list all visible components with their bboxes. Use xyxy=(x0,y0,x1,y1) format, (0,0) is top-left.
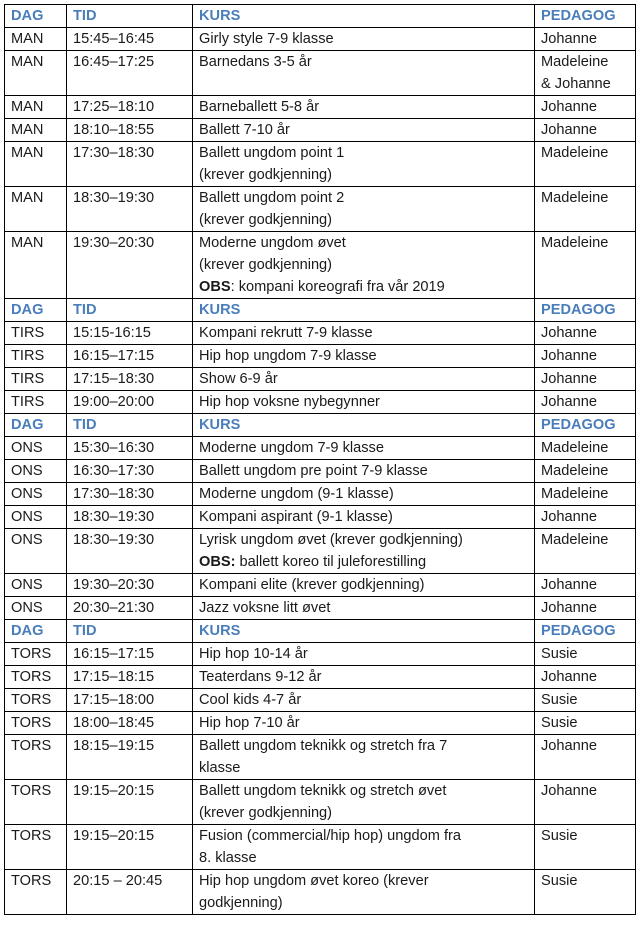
header-tid: TID xyxy=(67,299,193,322)
time-cell: 18:10–18:55 xyxy=(67,119,193,142)
day-cell: TORS xyxy=(5,825,67,870)
course-line: Kompani elite (krever godkjenning) xyxy=(199,577,425,593)
time-cell: 15:45–16:45 xyxy=(67,28,193,51)
course-line: Ballett ungdom teknikk og stretch fra 7 xyxy=(199,738,448,754)
header-kurs: KURS xyxy=(193,414,535,437)
teacher-cell xyxy=(535,483,636,506)
course-line: Hip hop ungdom øvet koreo (krever xyxy=(199,873,429,889)
time-cell: 18:30–19:30 xyxy=(67,506,193,529)
course-line: Kompani aspirant (9-1 klasse) xyxy=(199,509,393,525)
teacher-cell xyxy=(535,597,636,620)
day-cell: MAN xyxy=(5,28,67,51)
course-cell xyxy=(193,119,535,142)
course-cell xyxy=(193,142,535,187)
course-cell xyxy=(193,391,535,414)
teacher-cell xyxy=(535,712,636,735)
time-cell: 20:15 – 20:45 xyxy=(67,870,193,915)
teacher-line: Madeleine xyxy=(541,54,609,70)
teacher-line: Johanne xyxy=(541,669,597,685)
teacher-cell xyxy=(535,689,636,712)
table-row xyxy=(5,643,636,666)
day-cell: ONS xyxy=(5,506,67,529)
teacher-cell xyxy=(535,119,636,142)
day-cell: TORS xyxy=(5,689,67,712)
course-cell xyxy=(193,437,535,460)
course-cell xyxy=(193,529,535,574)
course-line: klasse xyxy=(199,760,241,776)
obs-note xyxy=(199,551,528,573)
header-dag: DAG xyxy=(5,620,67,643)
header-tid: TID xyxy=(67,620,193,643)
time-cell: 18:30–19:30 xyxy=(67,529,193,574)
teacher-cell xyxy=(535,780,636,825)
course-cell xyxy=(193,597,535,620)
course-line: Ballett ungdom pre point 7-9 klasse xyxy=(199,463,428,479)
teacher-line: Susie xyxy=(541,828,578,844)
course-cell xyxy=(193,460,535,483)
table-row xyxy=(5,666,636,689)
teacher-cell xyxy=(535,825,636,870)
course-line: Ballett ungdom teknikk og stretch øvet xyxy=(199,783,447,799)
day-cell: MAN xyxy=(5,119,67,142)
table-row xyxy=(5,825,636,870)
teacher-cell xyxy=(535,322,636,345)
day-cell: TIRS xyxy=(5,345,67,368)
header-kurs: KURS xyxy=(193,299,535,322)
course-line: Moderne ungdom (9-1 klasse) xyxy=(199,486,394,502)
time-cell: 18:15–19:15 xyxy=(67,735,193,780)
time-cell: 17:15–18:00 xyxy=(67,689,193,712)
time-cell: 17:30–18:30 xyxy=(67,142,193,187)
header-dag: DAG xyxy=(5,5,67,28)
schedule-table xyxy=(4,4,636,915)
time-cell: 16:30–17:30 xyxy=(67,460,193,483)
course-cell xyxy=(193,322,535,345)
day-cell: MAN xyxy=(5,187,67,232)
day-cell: MAN xyxy=(5,96,67,119)
day-cell: TORS xyxy=(5,735,67,780)
time-cell: 15:30–16:30 xyxy=(67,437,193,460)
day-cell: TORS xyxy=(5,712,67,735)
teacher-cell xyxy=(535,232,636,299)
teacher-line: Johanne xyxy=(541,99,597,115)
table-row xyxy=(5,142,636,187)
course-cell xyxy=(193,28,535,51)
day-cell: TORS xyxy=(5,780,67,825)
teacher-line: Susie xyxy=(541,692,578,708)
obs-text: : kompani koreografi fra vår 2019 xyxy=(230,279,445,295)
time-cell: 17:15–18:15 xyxy=(67,666,193,689)
day-cell: MAN xyxy=(5,51,67,96)
day-cell: TIRS xyxy=(5,368,67,391)
header-dag: DAG xyxy=(5,299,67,322)
teacher-line: Madeleine xyxy=(541,145,609,161)
obs-label: OBS: xyxy=(199,554,236,570)
teacher-line: Johanne xyxy=(541,325,597,341)
time-cell: 19:30–20:30 xyxy=(67,232,193,299)
table-row xyxy=(5,689,636,712)
course-line: Teaterdans 9-12 år xyxy=(199,669,322,685)
teacher-line: Johanne xyxy=(541,577,597,593)
teacher-line: Madeleine xyxy=(541,235,609,251)
teacher-cell xyxy=(535,506,636,529)
day-cell: TIRS xyxy=(5,391,67,414)
course-cell xyxy=(193,574,535,597)
course-cell xyxy=(193,96,535,119)
teacher-cell xyxy=(535,870,636,915)
time-cell: 16:15–17:15 xyxy=(67,643,193,666)
teacher-line: Susie xyxy=(541,715,578,731)
course-cell xyxy=(193,187,535,232)
day-cell: ONS xyxy=(5,460,67,483)
teacher-cell xyxy=(535,574,636,597)
table-row xyxy=(5,391,636,414)
teacher-cell xyxy=(535,368,636,391)
course-line: Hip hop 10-14 år xyxy=(199,646,308,662)
teacher-cell xyxy=(535,96,636,119)
time-cell: 17:15–18:30 xyxy=(67,368,193,391)
header-row xyxy=(5,620,636,643)
day-cell: TORS xyxy=(5,643,67,666)
table-row xyxy=(5,506,636,529)
table-row xyxy=(5,529,636,574)
teacher-cell xyxy=(535,142,636,187)
course-line: (krever godkjenning) xyxy=(199,212,333,228)
day-cell: TORS xyxy=(5,666,67,689)
day-cell: ONS xyxy=(5,437,67,460)
table-row xyxy=(5,119,636,142)
course-cell xyxy=(193,643,535,666)
teacher-line: Johanne xyxy=(541,509,597,525)
course-cell xyxy=(193,825,535,870)
teacher-cell xyxy=(535,643,636,666)
day-cell: ONS xyxy=(5,483,67,506)
header-row xyxy=(5,414,636,437)
time-cell: 19:00–20:00 xyxy=(67,391,193,414)
course-line: Ballett ungdom point 2 xyxy=(199,190,345,206)
time-cell: 17:30–18:30 xyxy=(67,483,193,506)
teacher-line: Johanne xyxy=(541,31,597,47)
course-cell xyxy=(193,51,535,96)
course-line: Jazz voksne litt øvet xyxy=(199,600,331,616)
table-row xyxy=(5,870,636,915)
teacher-line: Madeleine xyxy=(541,532,609,548)
course-line: (krever godkjenning) xyxy=(199,805,333,821)
teacher-cell xyxy=(535,187,636,232)
time-cell: 18:30–19:30 xyxy=(67,187,193,232)
table-row xyxy=(5,712,636,735)
course-line: Moderne ungdom 7-9 klasse xyxy=(199,440,384,456)
table-row xyxy=(5,483,636,506)
table-row xyxy=(5,780,636,825)
course-cell xyxy=(193,666,535,689)
course-cell xyxy=(193,345,535,368)
day-cell: MAN xyxy=(5,142,67,187)
day-cell: ONS xyxy=(5,529,67,574)
header-kurs: KURS xyxy=(193,5,535,28)
teacher-line: Johanne xyxy=(541,394,597,410)
course-cell xyxy=(193,780,535,825)
day-cell: TORS xyxy=(5,870,67,915)
course-cell xyxy=(193,483,535,506)
teacher-line: Madeleine xyxy=(541,486,609,502)
course-line: Hip hop 7-10 år xyxy=(199,715,300,731)
teacher-line: Madeleine xyxy=(541,190,609,206)
time-cell: 19:15–20:15 xyxy=(67,780,193,825)
course-line: (krever godkjenning) xyxy=(199,167,333,183)
teacher-line: Johanne xyxy=(541,371,597,387)
course-line: Kompani rekrutt 7-9 klasse xyxy=(199,325,373,341)
table-row xyxy=(5,574,636,597)
teacher-line: Johanne xyxy=(541,738,597,754)
obs-label: OBS xyxy=(199,279,231,295)
time-cell: 19:30–20:30 xyxy=(67,574,193,597)
course-cell xyxy=(193,735,535,780)
header-row xyxy=(5,299,636,322)
teacher-cell xyxy=(535,437,636,460)
header-tid: TID xyxy=(67,414,193,437)
teacher-line: Johanne xyxy=(541,600,597,616)
table-row xyxy=(5,345,636,368)
course-line: Ballett 7-10 år xyxy=(199,122,290,138)
teacher-cell xyxy=(535,529,636,574)
day-cell: TIRS xyxy=(5,322,67,345)
table-row xyxy=(5,187,636,232)
day-cell: ONS xyxy=(5,574,67,597)
course-cell xyxy=(193,870,535,915)
header-kurs: KURS xyxy=(193,620,535,643)
course-cell xyxy=(193,506,535,529)
table-row xyxy=(5,96,636,119)
course-line: Fusion (commercial/hip hop) ungdom fra xyxy=(199,828,461,844)
table-row xyxy=(5,368,636,391)
teacher-cell xyxy=(535,666,636,689)
course-line: Moderne ungdom øvet xyxy=(199,235,346,251)
day-cell: ONS xyxy=(5,597,67,620)
time-cell: 16:15–17:15 xyxy=(67,345,193,368)
header-pedagog: PEDAGOG xyxy=(535,5,636,28)
teacher-line: Madeleine xyxy=(541,463,609,479)
teacher-line: Madeleine xyxy=(541,440,609,456)
teacher-line: Susie xyxy=(541,873,578,889)
teacher-line: & Johanne xyxy=(541,76,611,92)
teacher-cell xyxy=(535,345,636,368)
course-cell xyxy=(193,712,535,735)
time-cell: 15:15-16:15 xyxy=(67,322,193,345)
course-line: godkjenning) xyxy=(199,895,283,911)
teacher-cell xyxy=(535,735,636,780)
obs-text: ballett koreo til juleforestilling xyxy=(235,554,427,570)
time-cell: 17:25–18:10 xyxy=(67,96,193,119)
table-row xyxy=(5,51,636,96)
header-tid: TID xyxy=(67,5,193,28)
table-row xyxy=(5,597,636,620)
teacher-cell xyxy=(535,51,636,96)
time-cell: 20:30–21:30 xyxy=(67,597,193,620)
day-cell: MAN xyxy=(5,232,67,299)
table-row xyxy=(5,735,636,780)
table-row xyxy=(5,28,636,51)
teacher-line: Susie xyxy=(541,646,578,662)
course-line: Show 6-9 år xyxy=(199,371,278,387)
header-pedagog: PEDAGOG xyxy=(535,299,636,322)
teacher-cell xyxy=(535,28,636,51)
table-row xyxy=(5,232,636,299)
course-line: Barneballett 5-8 år xyxy=(199,99,320,115)
schedule-body xyxy=(5,5,636,915)
course-line: Cool kids 4-7 år xyxy=(199,692,302,708)
course-cell xyxy=(193,689,535,712)
table-row xyxy=(5,437,636,460)
course-line: Hip hop ungdom 7-9 klasse xyxy=(199,348,377,364)
time-cell: 18:00–18:45 xyxy=(67,712,193,735)
course-line: Ballett ungdom point 1 xyxy=(199,145,345,161)
teacher-line: Johanne xyxy=(541,122,597,138)
course-line: Barnedans 3-5 år xyxy=(199,54,312,70)
header-dag: DAG xyxy=(5,414,67,437)
course-cell xyxy=(193,368,535,391)
table-row xyxy=(5,460,636,483)
course-line: (krever godkjenning) xyxy=(199,257,333,273)
teacher-cell xyxy=(535,391,636,414)
time-cell: 19:15–20:15 xyxy=(67,825,193,870)
course-line: Hip hop voksne nybegynner xyxy=(199,394,380,410)
header-pedagog: PEDAGOG xyxy=(535,414,636,437)
obs-note xyxy=(199,276,528,298)
table-row xyxy=(5,322,636,345)
teacher-line: Johanne xyxy=(541,348,597,364)
teacher-cell xyxy=(535,460,636,483)
course-line: Girly style 7-9 klasse xyxy=(199,31,334,47)
course-line: 8. klasse xyxy=(199,850,257,866)
course-line: Lyrisk ungdom øvet (krever godkjenning) xyxy=(199,532,463,548)
time-cell: 16:45–17:25 xyxy=(67,51,193,96)
teacher-line: Johanne xyxy=(541,783,597,799)
header-pedagog: PEDAGOG xyxy=(535,620,636,643)
course-cell xyxy=(193,232,535,299)
header-row xyxy=(5,5,636,28)
